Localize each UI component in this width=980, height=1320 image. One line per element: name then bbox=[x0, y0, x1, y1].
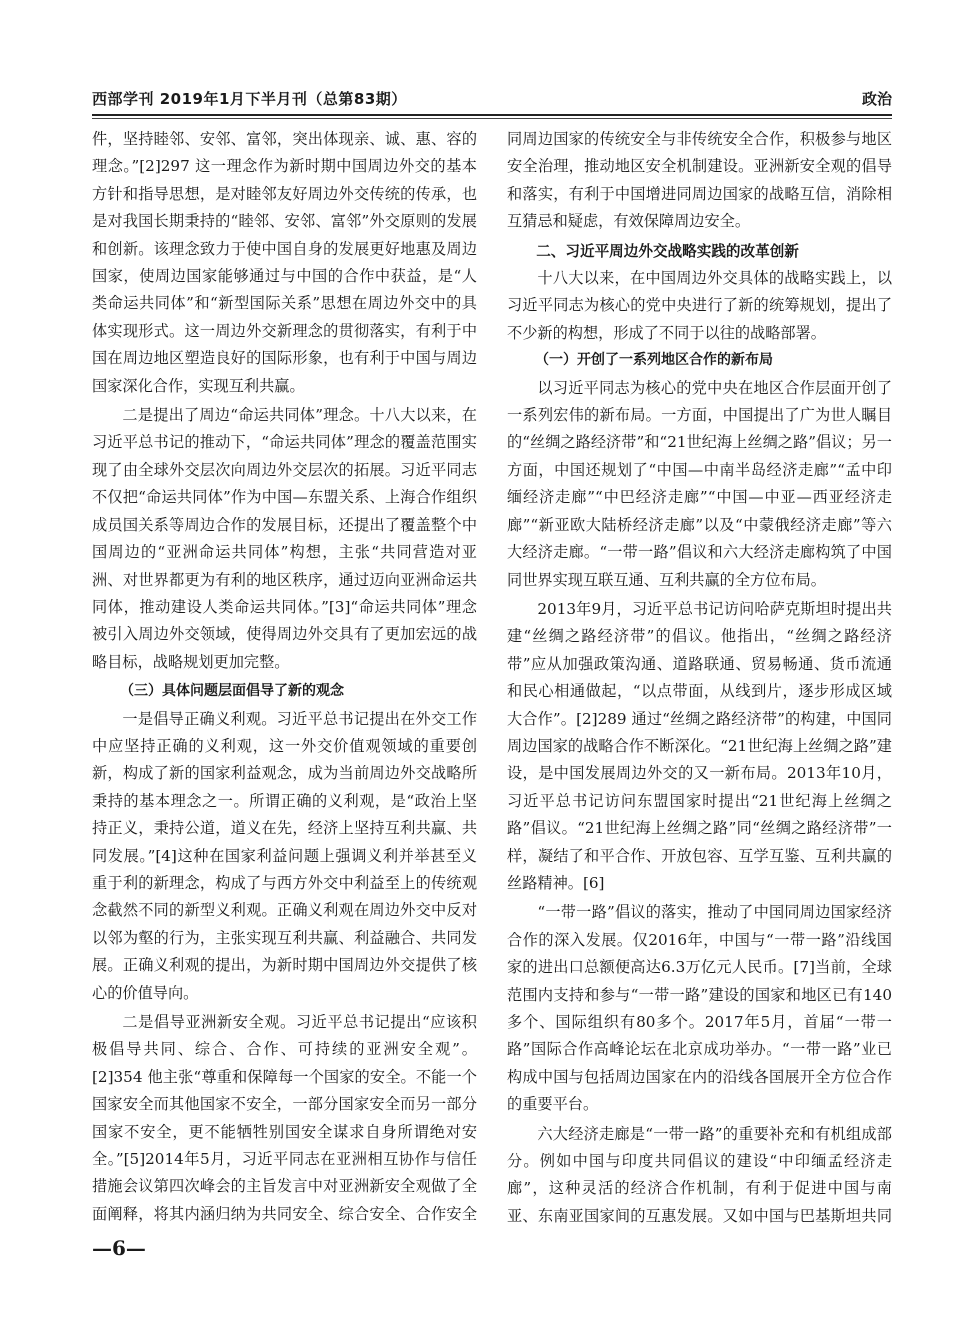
left-column bbox=[92, 126, 477, 1228]
page-number: —6— bbox=[92, 1236, 146, 1260]
paragraph: 件，坚持睦邻、安邻、富邻，突出体现亲、诚、惠、容的理念。”[2]297 这一理念作为新时期中国周边外交的基本方针和指导思想，是对睦邻友好周边外交传统的传承，也是对我国长期秉持的“睦邻、安邻、富邻”外交原则的发展和创新。该理念致力于使中国自身的发展更好地惠及周边国家，使周边国家能够通过与中国的合作中获益，是“人类命运共同体”和“新型国际关系”思想在周边外交中的具体实现形式。这一周边外交新理念的贯彻落实，有利于中国在周边地区塑造良好的国际形象，也有利于中国与周边国家深化合作，实现互利共赢。 bbox=[92, 130, 477, 395]
section-label: 政治 bbox=[861, 90, 892, 108]
paragraph: 一是倡导正确义利观。习近平总书记提出在外交工作中应坚持正确的义利观，这一外交价值观领域的重要创新，构成了新的国家利益观念，成为当前周边外交战略所秉持的基本理念之一。所谓正确的义利观，是“政治上坚持正义，秉持公道，道义在先，经济上坚持互利共赢、共同发展。”[4]这种在国家利益问题上强调义利并举甚至义重于利的新理念，构成了与西方外交中利益至上的传统观念截然不同的新型义利观。正确义利观在周边外交中反对以邻为壑的行为，主张实现互利共赢、利益融合、共同发展。正确义利观的提出，为新时期中国周边外交提供了核心的价值导向。 bbox=[92, 709, 477, 1002]
right-column bbox=[507, 126, 892, 1228]
paragraph: “一带一路”倡议的落实，推动了中国同周边国家经济合作的深入发展。仅2016年，中国与“一带一路”沿线国家的进出口总额便高达6.3万亿元人民币。[7]当前，全球范围内支持和参与“一带一路”建设的国家和地区已有140多个、国际组织有80多个。2017年5月，首届“一带一路”国际合作高峰论坛在北京成功举办。“一带一路”业已构成中国与包括周边国家在内的沿线各国展开全方位合作的重要平台。 bbox=[507, 903, 892, 1114]
paragraph: 2013年9月，习近平总书记访问哈萨克斯坦时提出共建“丝绸之路经济带”的倡议。他指出，“丝绸之路经济带”应从加强政策沟通、道路联通、贸易畅通、货币流通和民心相通做起，“以点带面，从线到片，逐步形成区域大合作”。[2]289 通过“丝绸之路经济带”的构建，中国同周边国家的战略合作不断深化。“21世纪海上丝绸之路”建设，是中国发展周边外交的又一新布局。2013年10月，习近平总书记访问东盟国家时提出“21世纪海上丝绸之路”倡议。“21世纪海上丝绸之路”同“丝绸之路经济带”一样，凝结了和平合作、开放包容、互学互鉴、互利共赢的丝路精神。[6] bbox=[507, 599, 892, 892]
paragraph: 以习近平同志为核心的党中央在地区合作层面开创了一系列宏伟的新布局。一方面，中国提出了广为世人瞩目的“丝绸之路经济带”和“21世纪海上丝绸之路”倡议；另一方面，中国还规划了“中国—中南半岛经济走廊”“孟中印缅经济走廊”“中巴经济走廊”“中国—中亚—西亚经济走廊”“新亚欧大陆桥经济走廊”以及“中蒙俄经济走廊”等六大经济走廊。“一带一路”倡议和六大经济走廊构筑了中国同世界实现互联互通、互利共赢的全方位布局。 bbox=[507, 378, 892, 589]
subsection-heading: （三）具体问题层面倡导了新的观念 bbox=[120, 683, 344, 700]
paragraph: 同周边国家的传统安全与非传统安全合作，积极参与地区安全治理，推动地区安全机制建设。亚洲新安全观的倡导和落实，有利于中国增进同周边国家的战略互信，消除相互猜忌和疑虑，有效保障周边安全。 bbox=[507, 130, 892, 231]
section-heading: 二、习近平周边外交战略实践的改革创新 bbox=[536, 242, 799, 260]
paragraph: 十八大以来，在中国周边外交具体的战略实践上，以习近平同志为核心的党中央进行了新的统筹规划，提出了不少新的构想，形成了不同于以往的战略部署。 bbox=[507, 269, 892, 342]
paragraph: 六大经济走廊是“一带一路”的重要补充和有机组成部分。例如中国与印度共同倡议的建设“中印缅孟经济走廊”，这种灵活的经济合作机制，有利于促进中国与南亚、东南亚国家间的互惠发展。又如中国与巴基斯坦共同 bbox=[507, 1124, 892, 1225]
running-header bbox=[92, 88, 892, 116]
header-rule bbox=[92, 114, 892, 116]
paragraph: 二是提出了周边“命运共同体”理念。十八大以来，在习近平总书记的推动下，“命运共同体”理念的覆盖范围实现了由全球外交层次向周边外交层次的拓展。习近平同志不仅把“命运共同体”作为中国—东盟关系、上海合作组织成员国关系等周边合作的发展目标，还提出了覆盖整个中国周边的“亚洲命运共同体”构想，主张“共同营造对亚洲、对世界都更为有利的地区秩序，通过迈向亚洲命运共同体，推动建设人类命运共同体。”[3]“命运共同体”理念被引入周边外交领域，使得周边外交具有了更加宏远的战略目标，战略规划更加完整。 bbox=[92, 406, 477, 671]
subsection-heading: （一）开创了一系列地区合作的新布局 bbox=[535, 352, 773, 369]
header-rule-thin bbox=[92, 118, 892, 119]
paragraph: 二是倡导亚洲新安全观。习近平总书记提出“应该积极倡导共同、综合、合作、可持续的亚洲安全观”。[2]354 他主张“尊重和保障每一个国家的安全。不能一个国家安全而其他国家不安全，一部分国家安全而另一部分国家不安全，更不能牺牲别国安全谋求自身所谓绝对安全。”[5]2014年5月，习近平同志在亚洲相互协作与信任措施会议第四次峰会的主旨发言中对亚洲新安全观做了全面阐释，将其内涵归纳为共同安全、综合安全、合作安全 bbox=[92, 1013, 477, 1223]
journal-title: 西部学刊 2019年1月下半月刊（总第83期） bbox=[92, 90, 407, 108]
